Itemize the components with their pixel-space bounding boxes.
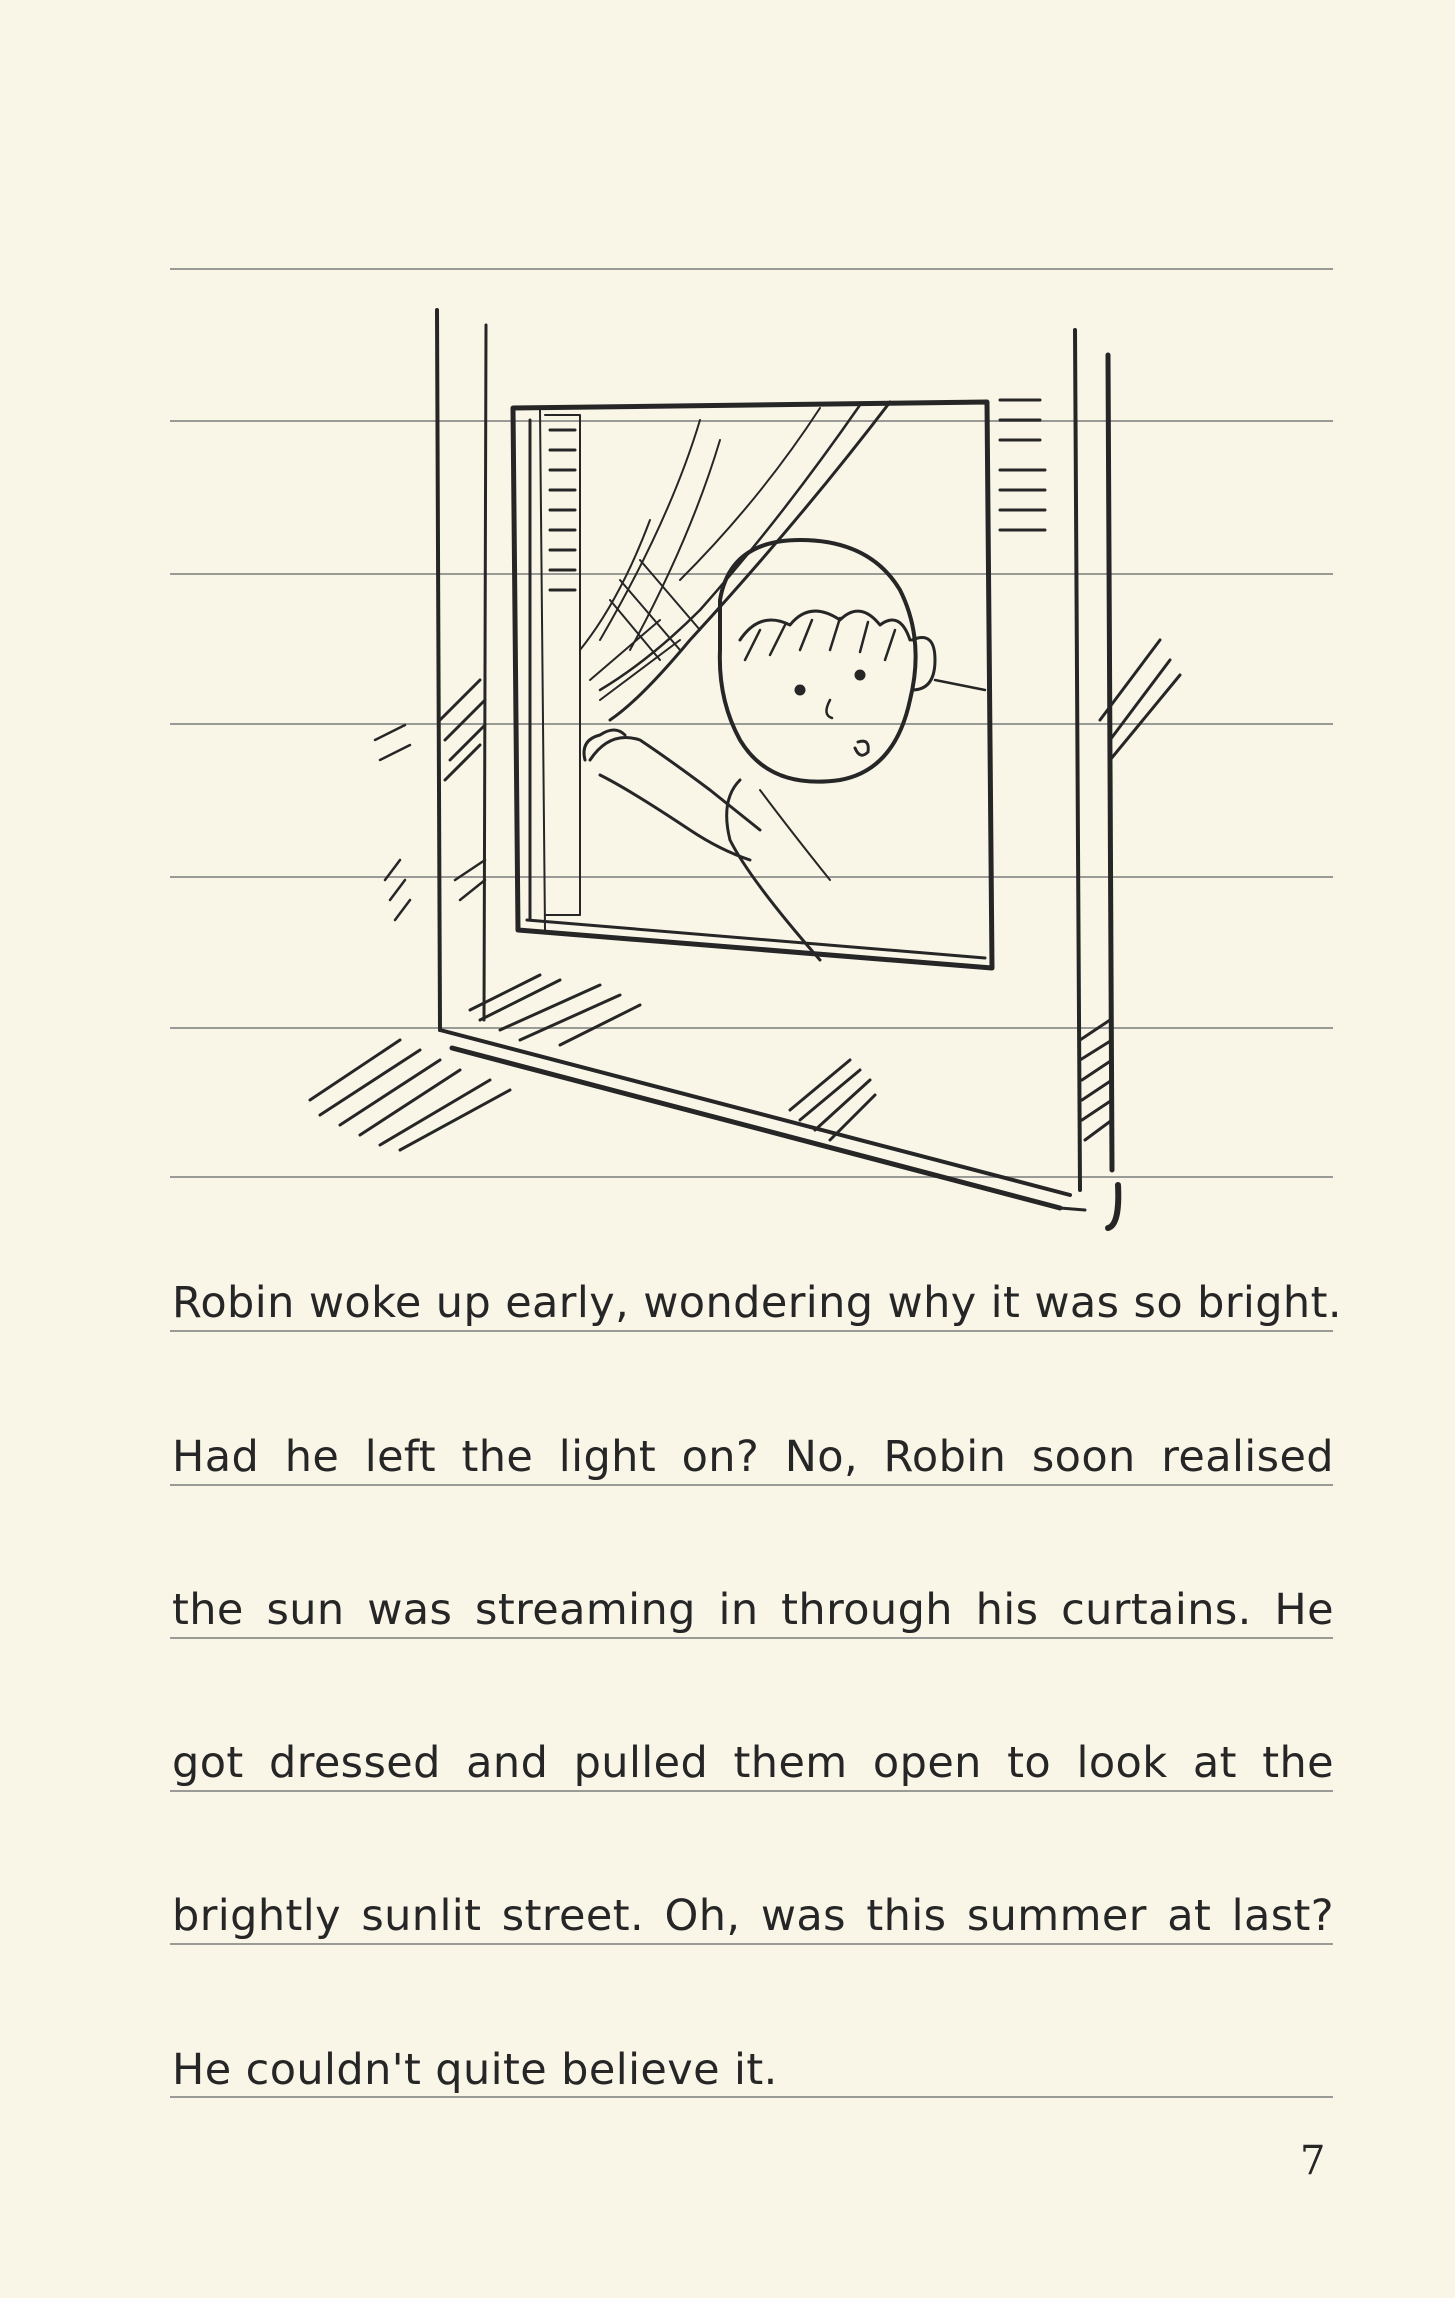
story-line-6: He couldn't quite believe it. (172, 2045, 778, 2095)
ruled-line (170, 1943, 1333, 1945)
story-line-4: got dressed and pulled them open to look at the (172, 1738, 1334, 1788)
ruled-line (170, 2096, 1333, 2098)
story-line-2: Had he left the light on? No, Robin soon realised (172, 1432, 1334, 1482)
story-line-1: Robin woke up early, wondering why it was so bright. (172, 1278, 1342, 1328)
ruled-line (170, 1637, 1333, 1639)
story-line-5: brightly sunlit street. Oh, was this summer at last? (172, 1891, 1334, 1941)
page-number: 7 (1300, 2138, 1326, 2184)
story-line-3: the sun was streaming in through his curtains. He (172, 1585, 1334, 1635)
ruled-line (170, 1790, 1333, 1792)
ruled-line (170, 1330, 1333, 1332)
ruled-line (170, 1484, 1333, 1486)
